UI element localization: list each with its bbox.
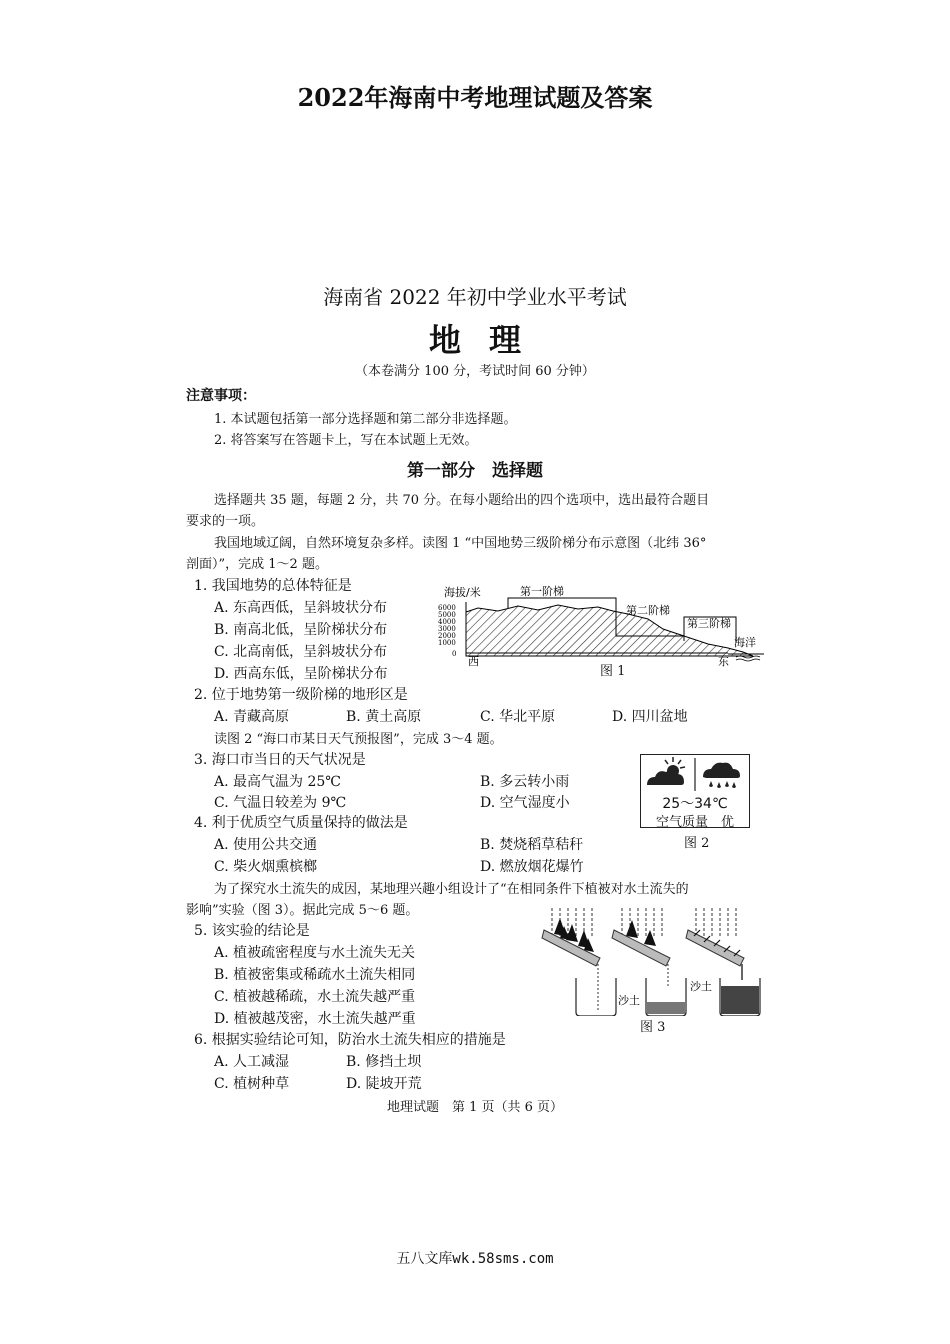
subject-title: 地理 (428, 321, 549, 359)
exam-title: 海南省 2022 年初中学业水平考试 (323, 285, 627, 309)
option: C. 气温日较差为 9℃ (214, 795, 347, 811)
intro-text: 影响”实验（图 3）。据此完成 5～6 题。 (186, 903, 419, 918)
figure-3-experiment (540, 906, 770, 1016)
question-stem: 3. 海口市当日的天气状况是 (194, 752, 366, 768)
fig1-ytick: 6000 (438, 604, 456, 612)
fig2-air-quality: 空气质量 优 (655, 815, 734, 830)
page-footer: 地理试题 第 1 页（共 6 页） (386, 1100, 564, 1115)
option: B. 多云转小雨 (480, 774, 570, 790)
document-title: 2022年海南中考地理试题及答案 (297, 83, 653, 112)
option: B. 修挡土坝 (346, 1054, 422, 1070)
figure-2-weather-card (640, 754, 750, 828)
partly-cloudy-icon (647, 757, 685, 785)
fig1-ytick: 5000 (438, 611, 456, 619)
fig1-step1-label: 第一阶梯 (520, 585, 564, 598)
fig1-ytick: 2000 (438, 632, 456, 640)
question-stem: 2. 位于地势第一级阶梯的地形区是 (194, 687, 408, 703)
figure-1-caption: 图 1 (600, 664, 626, 679)
figure-2-caption: 图 2 (684, 836, 710, 851)
fig1-ylabel: 海拔/米 (444, 586, 481, 599)
fig1-step3-label: 第三阶梯 (687, 617, 731, 630)
option: C. 柴火烟熏槟榔 (214, 859, 318, 875)
intro-text: 剖面）”，完成 1～2 题。 (186, 557, 328, 572)
note-item: 1. 本试题包括第一部分选择题和第二部分非选择题。 (214, 412, 517, 427)
option: B. 焚烧稻草秸秆 (480, 837, 584, 853)
fig1-ytick: 3000 (438, 625, 456, 633)
note-item: 2. 将答案写在答题卡上，写在本试题上无效。 (214, 433, 478, 448)
fig1-west-label: 西 (468, 655, 479, 668)
fig2-temperature: 25～34℃ (662, 796, 728, 812)
question-stem: 4. 利于优质空气质量保持的做法是 (194, 815, 408, 831)
option: A. 使用公共交通 (214, 837, 318, 853)
intro-text: 我国地域辽阔，自然环境复杂多样。读图 1 “中国地势三级阶梯分布示意图（北纬 36° (214, 536, 707, 551)
fig1-ytick: 4000 (438, 618, 456, 626)
notes-heading: 注意事项： (186, 388, 256, 404)
instructions-line: 要求的一项。 (186, 514, 265, 529)
exam-info: （本卷满分 100 分，考试时间 60 分钟） (355, 364, 595, 379)
option: C. 植树种草 (214, 1076, 290, 1092)
option: D. 陡坡开荒 (346, 1076, 422, 1092)
option: A. 最高气温为 25℃ (214, 774, 341, 790)
option: A. 人工减湿 (214, 1054, 290, 1070)
option: B. 南高北低，呈阶梯状分布 (214, 622, 388, 638)
option: C. 北高南低，呈斜坡状分布 (214, 644, 388, 660)
option: A. 青藏高原 (214, 709, 290, 725)
option: B. 植被密集或稀疏水土流失相同 (214, 967, 416, 983)
fig3-sand-label: 沙土 (690, 980, 712, 993)
option: C. 华北平原 (480, 709, 556, 725)
option: C. 植被越稀疏，水土流失越严重 (214, 989, 416, 1005)
question-stem: 5. 该实验的结论是 (194, 923, 310, 939)
option: D. 燃放烟花爆竹 (480, 859, 584, 875)
site-watermark[interactable]: 五八文库wk.58sms.com (396, 1251, 554, 1267)
intro-text: 读图 2 “海口市某日天气预报图”，完成 3～4 题。 (214, 732, 503, 747)
instructions-line: 选择题共 35 题，每题 2 分，共 70 分。在每小题给出的四个选项中，选出最符合题目 (214, 493, 710, 508)
option: A. 东高西低，呈斜坡状分布 (214, 600, 388, 616)
fig1-step2-label: 第二阶梯 (626, 604, 670, 617)
fig1-east-label: 东 (718, 655, 729, 668)
light-rain-icon (703, 763, 740, 788)
fig1-ocean-label: 海洋 (734, 636, 756, 649)
option: A. 植被疏密程度与水土流失无关 (214, 945, 416, 961)
fig1-ytick: 0 (452, 650, 457, 658)
fig1-ytick: 1000 (438, 639, 456, 647)
fig3-sand-label: 沙土 (618, 994, 640, 1007)
section-title: 第一部分 选择题 (407, 461, 543, 481)
option: D. 西高东低，呈阶梯状分布 (214, 666, 388, 682)
intro-text: 为了探究水土流失的成因，某地理兴趣小组设计了“在相同条件下植被对水土流失的 (214, 882, 689, 897)
option: D. 四川盆地 (612, 709, 688, 725)
option: B. 黄土高原 (346, 709, 422, 725)
option: D. 植被越茂密，水土流失越严重 (214, 1011, 416, 1027)
figure-3-caption: 图 3 (640, 1020, 666, 1035)
question-stem: 6. 根据实验结论可知，防治水土流失相应的措施是 (194, 1032, 506, 1048)
question-stem: 1. 我国地势的总体特征是 (194, 578, 352, 594)
option: D. 空气湿度小 (480, 795, 570, 811)
